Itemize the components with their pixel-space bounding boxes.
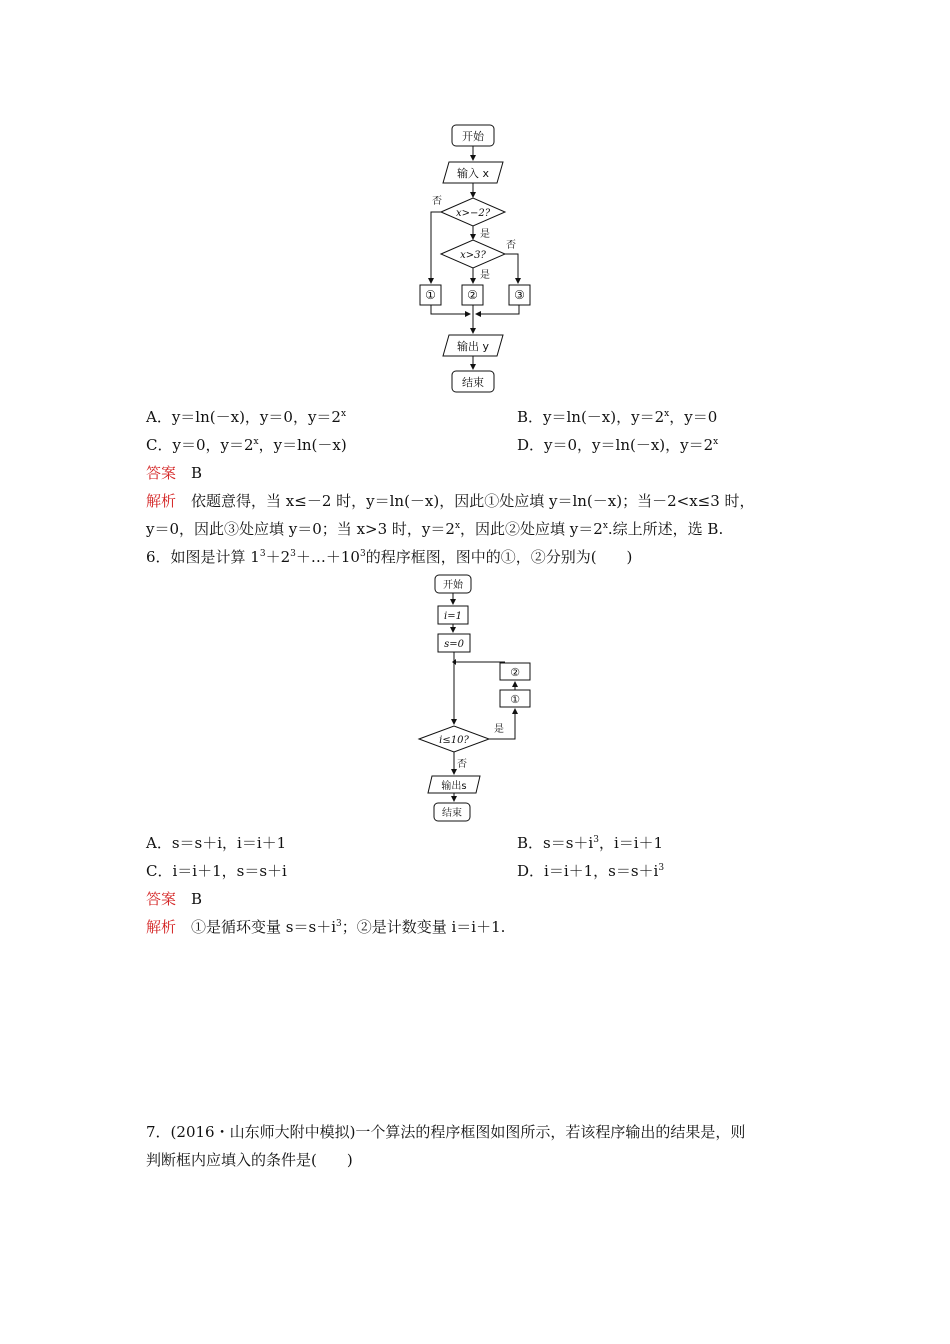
fc2-init-s: s=0	[444, 639, 464, 650]
fc2-end: 结束	[442, 808, 462, 819]
q6-answer: 答案 B	[146, 890, 203, 908]
fc1-end: 结束	[462, 376, 484, 389]
q6-stem: 6．如图是计算 $1^3+2^3+\dots+10^3$的程序框图，图中的①，②分别为( )	[146, 548, 633, 566]
flowchart-2	[410, 570, 540, 830]
fc1-no2: 否	[506, 240, 516, 251]
fc1-box1: ①	[425, 288, 436, 302]
fc1-yes1: 是	[480, 229, 490, 240]
fc1-yes2: 是	[480, 270, 490, 281]
q7-stem-1: 7．(2016・山东师大附中模拟)一个算法的程序框图如图所示，若该程序输出的结果是，则	[146, 1123, 746, 1141]
q6-option-b: B．$s=s+i^3$，i＝i＋1	[517, 834, 664, 852]
q5-analysis-1: 解析 依题意得，当 x≤－2 时，y＝ln(－x)，因此①处应填 y＝ln(－x)；当－2<x≤3 时，	[146, 492, 755, 510]
fc2-cond: i≤10?	[439, 735, 469, 746]
q6-option-d: D．i＝i＋1，$s=s+i^3$	[517, 862, 665, 880]
fc2-output: 输出s	[441, 781, 467, 792]
q5-answer: 答案 B	[146, 464, 203, 482]
fc2-box2: ②	[510, 666, 520, 679]
q7-stem-2: 判断框内应填入的条件是( )	[146, 1151, 353, 1169]
q6-analysis: 解析 ①是循环变量 $s=s+i^3$；②是计数变量 i＝i＋1.	[146, 918, 506, 936]
q5-option-b: B．y＝ln(－x)，$y=2^x$，y＝0	[517, 408, 718, 426]
fc2-start: 开始	[443, 580, 463, 591]
q5-analysis-2: y＝0，因此③处应填 y＝0；当 x>3 时，$y=2^x$，因此②处应填 $y=2^x$.综上所述，选 B.	[146, 520, 724, 538]
fc1-input: 输入 x	[456, 167, 490, 180]
q6-option-a: A．s＝s＋i，i＝i＋1	[146, 834, 287, 852]
q5-option-d: D．y＝0，y＝ln(－x)，$y=2^x$	[517, 436, 719, 454]
fc2-box1: ①	[510, 693, 520, 706]
q5-option-c: C．y＝0，$y=2^x$，y＝ln(－x)	[146, 436, 347, 454]
fc2-no: 否	[457, 759, 467, 770]
q6-option-c: C．i＝i＋1，s＝s＋i	[146, 862, 287, 880]
fc1-output: 输出 y	[456, 340, 490, 353]
flowchart-1	[410, 120, 540, 400]
fc1-box2: ②	[467, 288, 478, 302]
fc2-yes: 是	[494, 724, 504, 735]
fc1-cond2: x>3?	[460, 250, 486, 261]
fc2-init-i: i=1	[444, 611, 462, 622]
q5-option-a: A．y＝ln(－x)，y＝0，$y=2^x$	[146, 408, 347, 426]
fc1-box3: ③	[514, 288, 525, 302]
fc1-no1: 否	[432, 196, 442, 207]
fc1-start: 开始	[462, 130, 484, 143]
fc1-cond1: x>−2?	[455, 208, 491, 219]
